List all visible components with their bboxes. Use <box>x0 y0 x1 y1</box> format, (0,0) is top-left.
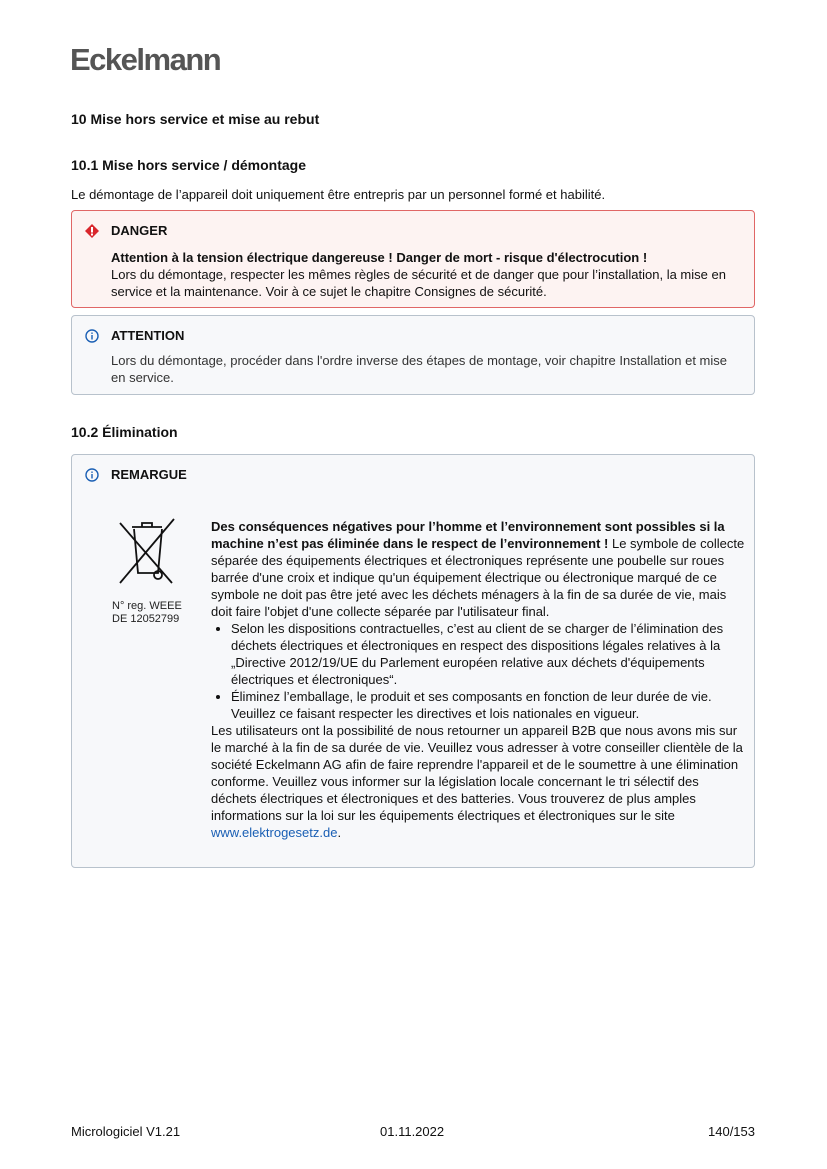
closing-text: Les utilisateurs ont la possibilité de nous retourner un appareil B2B que nous avons mis sur le marché à la fin de sa durée de vie. Veuillez vous adresser à votre conseiller clientèle de la société Eckelmann AG afin de faire reprendre l'appareil et de le soumettre à une élimination conforme. Veuillez vous informer sur la législation locale concernant le tri sélectif des déchets électriques et électroniques et des batteries. Vous trouverez de plus amples informations sur la loi sur les équipements électriques et électroniques sur le site <box>211 723 743 823</box>
attention-box <box>71 315 755 395</box>
section-title: 10.1 Mise hors service / démontage <box>71 157 306 173</box>
remarque-text: Le symbole de collecte séparée des équipements électriques et électroniques représente une poubelle sur roues barrée d'une croix et indique qu'un équipement électrique ou électronique marqué de ce symbole ne doit pas être jeté avec les déchets ménagers à la fin de sa durée de vie, mais doit faire l'objet d'une collecte séparée par l'utilisateur final. <box>211 536 745 619</box>
danger-icon <box>85 224 99 238</box>
remarque-title: REMARGUE <box>111 467 187 482</box>
logo: Eckelmann <box>70 42 221 77</box>
footer-page: 140/153 <box>708 1124 755 1139</box>
remarque-box: REMARGUE N° reg. WEEE DE 12052799 Des conséquences négatives pour l’homme et l’environnement sont possibles si la machine n’est pas éliminée dans le respect de l’environnement ! Le symbole de collecte séparée des équipements électriques et électroniques représente une poubelle sur roues barrée d'une croix et indique qu'un équipement électrique ou électronique marqué de ce symbole ne doit pas être jeté avec les déchets ménagers à la fin de sa durée de vie, mais doit faire l'objet d'une collecte séparée par l'utilisateur final. • Selon les dispositions contractuelles, c’est au client de se charger de l’élimination des déchets électriques et électroniques en respect des dispositions légales relatives à la „Directive 2012/19/UE du Parlement européen relative aux déchets d'équipements électriques et électroniques“. • Éliminez l’emballage, le produit et ses composants en fonction de leur durée de vie. Veuillez ce faisant respecter les directives et lois nationales en vigueur. Les utilisateurs ont la possibilité de nous retourner un appareil B2B que nous avons mis sur le marché à la fin de sa durée de vie. Veuillez vous adresser à votre conseiller clientèle de la société Eckelmann AG afin de faire reprendre l'appareil et de le soumettre à une élimination conforme. Veuillez vous informer sur la législation locale concernant le tri sélectif des déchets électriques et électroniques et des batteries. Vous trouverez de plus amples informations sur la loi sur les équipements électriques et électroniques sur le site www.elektrogesetz.de. <box>71 454 755 868</box>
remarque-bold: Des conséquences négatives pour l’homme et l’environnement sont possibles si la machine n’est pas éliminée dans le respect de l’environnement ! <box>211 519 725 551</box>
info-icon <box>85 329 99 343</box>
attention-title: ATTENTION <box>111 328 185 343</box>
list-item: • Selon les dispositions contractuelles, c’est au client de se charger de l’élimination des déchets électriques et électroniques en respect des dispositions légales relatives à la „Directive 2012/19/UE du Parlement européen relative aux déchets d'équipements électriques et électroniques“. <box>231 620 746 688</box>
danger-bold: Attention à la tension électrique dangereuse ! Danger de mort - risque d'électrocution ! <box>111 250 648 265</box>
footer-date: 01.11.2022 <box>380 1124 445 1139</box>
danger-text: Lors du démontage, respecter les mêmes règles de sécurité et de danger que pour l’installation, la mise en service et la maintenance. Voir à ce sujet le chapitre Consignes de sécurité. <box>111 267 726 299</box>
footer-version: Micrologiciel V1.21 <box>71 1124 181 1139</box>
list-item: • Éliminez l’emballage, le produit et ses composants en fonction de leur durée de vie. Veuillez ce faisant respecter les directives et lois nationales en vigueur. <box>231 688 746 722</box>
elektrogesetz-link[interactable]: www.elektrogesetz.de <box>211 825 338 840</box>
weee-registration: N° reg. WEEE DE 12052799 <box>112 600 182 625</box>
weee-bin-icon <box>112 517 182 587</box>
info-icon <box>85 468 99 482</box>
section-title: 10.2 Élimination <box>71 424 178 440</box>
chapter-title: 10 Mise hors service et mise au rebut <box>71 111 320 127</box>
danger-title: DANGER <box>111 223 168 238</box>
danger-box <box>71 210 755 308</box>
intro-text: Le démontage de l’appareil doit uniquement être entrepris par un personnel formé et habilité. <box>71 187 606 202</box>
attention-text: Lors du démontage, procéder dans l'ordre inverse des étapes de montage, voir chapitre Installation et mise en service. <box>111 353 728 385</box>
